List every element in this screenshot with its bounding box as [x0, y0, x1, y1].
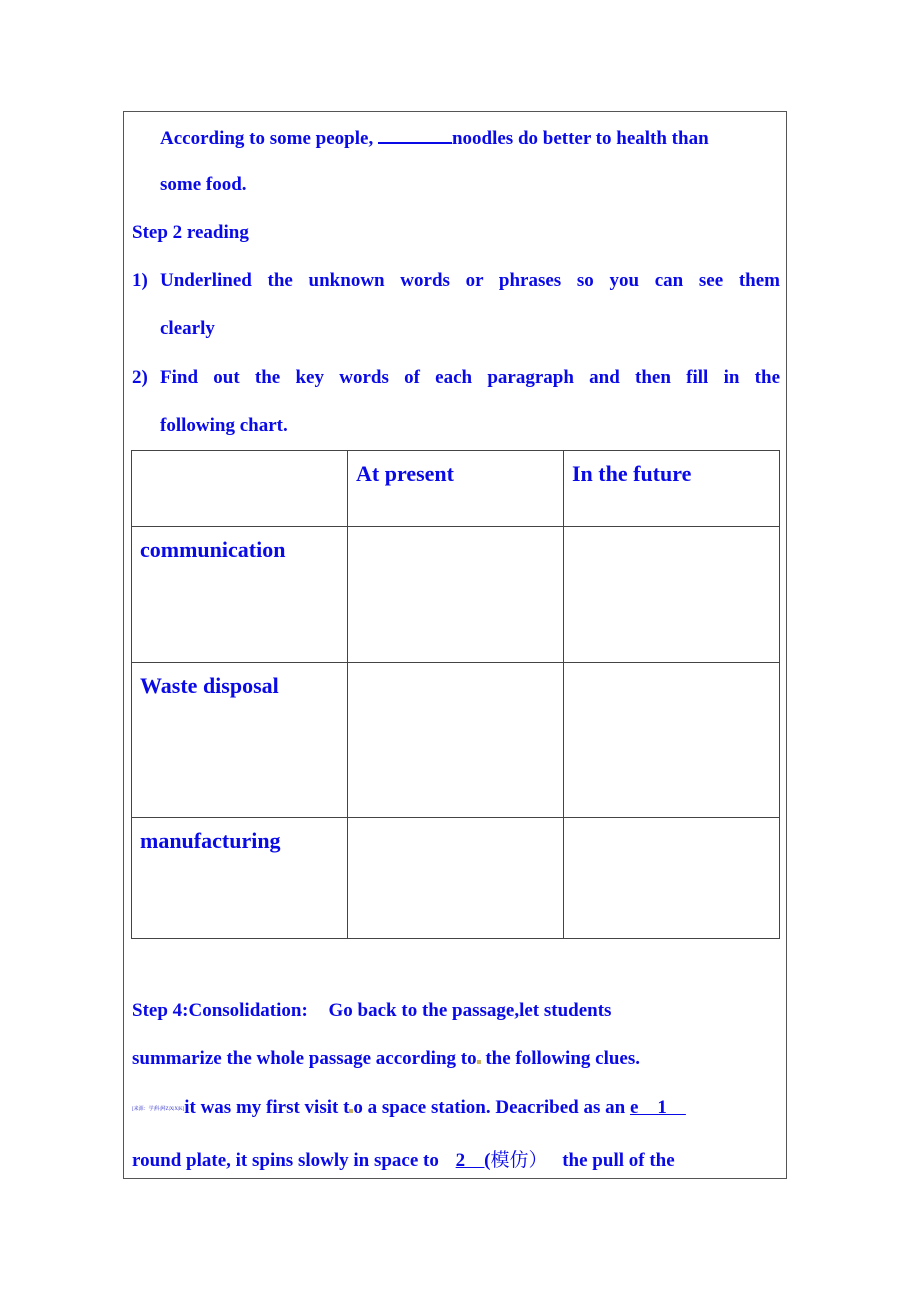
blank-2[interactable]: 2 (	[455, 1150, 491, 1171]
intro-line-1	[160, 126, 709, 150]
chart-row-label: communication	[132, 527, 348, 663]
chart-row	[132, 818, 780, 939]
chart-cell-in-future[interactable]	[564, 818, 780, 939]
passage-line-2	[132, 1145, 675, 1172]
step2-item1-line1: Underlined the unknown words or phrases so you can see them	[160, 270, 780, 291]
passage-text-b: o a space station. Deacribed as an	[353, 1097, 626, 1118]
chart-header-row	[132, 451, 780, 527]
step4-text: summarize the whole passage according to	[132, 1048, 477, 1069]
step4-instruction: Go back to the passage,let students	[328, 1000, 612, 1021]
step2-item2-line1: Find out the key words of each paragraph and then fill in the	[160, 367, 780, 388]
chart-row	[132, 527, 780, 663]
chart-cell-at-present[interactable]	[348, 527, 564, 663]
source-watermark: [来源：学|科|网Z|X|X|K]	[132, 1107, 185, 1113]
step4-line-1	[132, 1000, 611, 1022]
chart-row-label: manufacturing	[132, 818, 348, 939]
blank-1[interactable]: e 1	[629, 1097, 686, 1118]
chart-row-label: Waste disposal	[132, 663, 348, 818]
chart-header-in-the-future: In the future	[564, 451, 780, 527]
passage-text-b: the pull of the	[562, 1150, 675, 1171]
passage-text: round plate, it spins slowly in space to	[132, 1150, 439, 1171]
chart-cell-in-future[interactable]	[564, 527, 780, 663]
chart-cell-at-present[interactable]	[348, 663, 564, 818]
stray-mark	[477, 1060, 481, 1064]
step2-item1-num: 1)	[132, 270, 148, 291]
chart-header-empty	[132, 451, 348, 527]
step2-item2-num: 2)	[132, 367, 148, 388]
document-page	[123, 111, 787, 1179]
step4-line-2	[132, 1048, 640, 1070]
chart-row	[132, 663, 780, 818]
chart-cell-at-present[interactable]	[348, 818, 564, 939]
step4-heading: Step 4:Consolidation:	[132, 1000, 308, 1021]
passage-line-1	[132, 1097, 686, 1119]
intro-line-2: some food.	[160, 174, 247, 195]
step2-item1-line2: clearly	[160, 318, 215, 339]
chart-cell-in-future[interactable]	[564, 663, 780, 818]
chart-header-at-present: At present	[348, 451, 564, 527]
step4-text-rest: the following clues.	[485, 1048, 640, 1069]
intro-text-after: noodles do better to health than	[451, 128, 709, 149]
step2-heading: Step 2 reading	[132, 222, 249, 243]
blank-field	[378, 126, 452, 144]
blank-2-hint: 模仿）	[490, 1150, 548, 1171]
intro-text: According to some people,	[160, 128, 374, 149]
key-words-chart	[131, 450, 780, 939]
passage-text: it was my first visit t	[184, 1097, 350, 1118]
step2-item2-line2: following chart.	[160, 415, 288, 436]
